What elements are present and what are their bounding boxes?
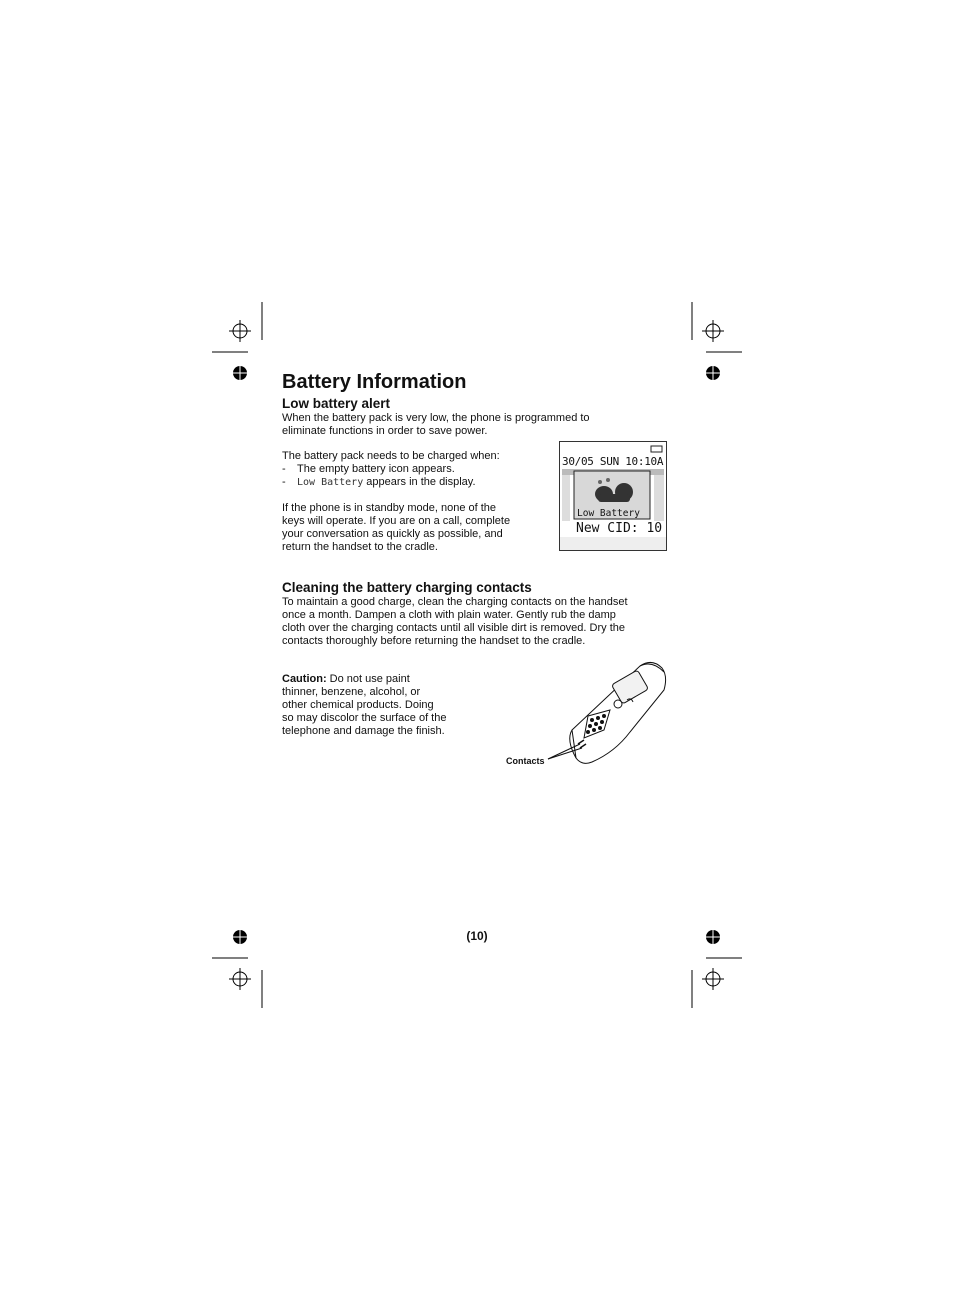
lcd-status-line: 30/05 SUN 10:10A bbox=[562, 455, 664, 468]
page-number: (10) bbox=[466, 929, 488, 943]
cleaning-body: To maintain a good charge, clean the charging contacts on the handset once a month. Dampen a cloth with plain water. Gently rub the damp cloth over the charging contacts until all visible dirt is removed. Dry the contacts thoroughly before returning the handset to the cradle. bbox=[282, 596, 628, 647]
lcd-popup-label: Low Battery bbox=[577, 508, 640, 519]
caution-paragraph bbox=[282, 673, 447, 738]
standby-text: If the phone is in standby mode, none of the keys will operate. If you are on a call, complete your conversation as quickly as possible, and return the handset to the cradle. bbox=[282, 502, 511, 553]
bullet-text: appears in the display. bbox=[363, 476, 476, 488]
section-heading-low-battery: Low battery alert bbox=[282, 396, 391, 411]
lcd-bottom-line: New CID: 10 bbox=[576, 521, 663, 536]
section-heading-cleaning: Cleaning the battery charging contacts bbox=[282, 580, 532, 595]
bullet-low-battery: - Low Battery appears in the display. bbox=[282, 476, 476, 488]
page-title: Battery Information bbox=[282, 371, 467, 393]
low-battery-intro: When the battery pack is very low, the phone is programmed to eliminate functions in order to save power. bbox=[282, 412, 590, 437]
charge-intro: The battery pack needs to be charged when: bbox=[282, 450, 500, 462]
lcd-display-illustration bbox=[559, 441, 667, 551]
caution-label: Caution: bbox=[282, 673, 327, 685]
lcd-inline-text: Low Battery bbox=[297, 477, 364, 488]
empty-battery-icon bbox=[651, 446, 662, 452]
bullet-text: The empty battery icon appears. bbox=[297, 463, 455, 475]
bullet-empty-icon: - The empty battery icon appears. bbox=[282, 463, 455, 475]
caution-text: Do not use paint thinner, benzene, alcohol, or other chemical products. Doing so may discolor the surface of the telephone and damage the finish. bbox=[282, 673, 447, 737]
contacts-callout: Contacts bbox=[506, 756, 545, 766]
